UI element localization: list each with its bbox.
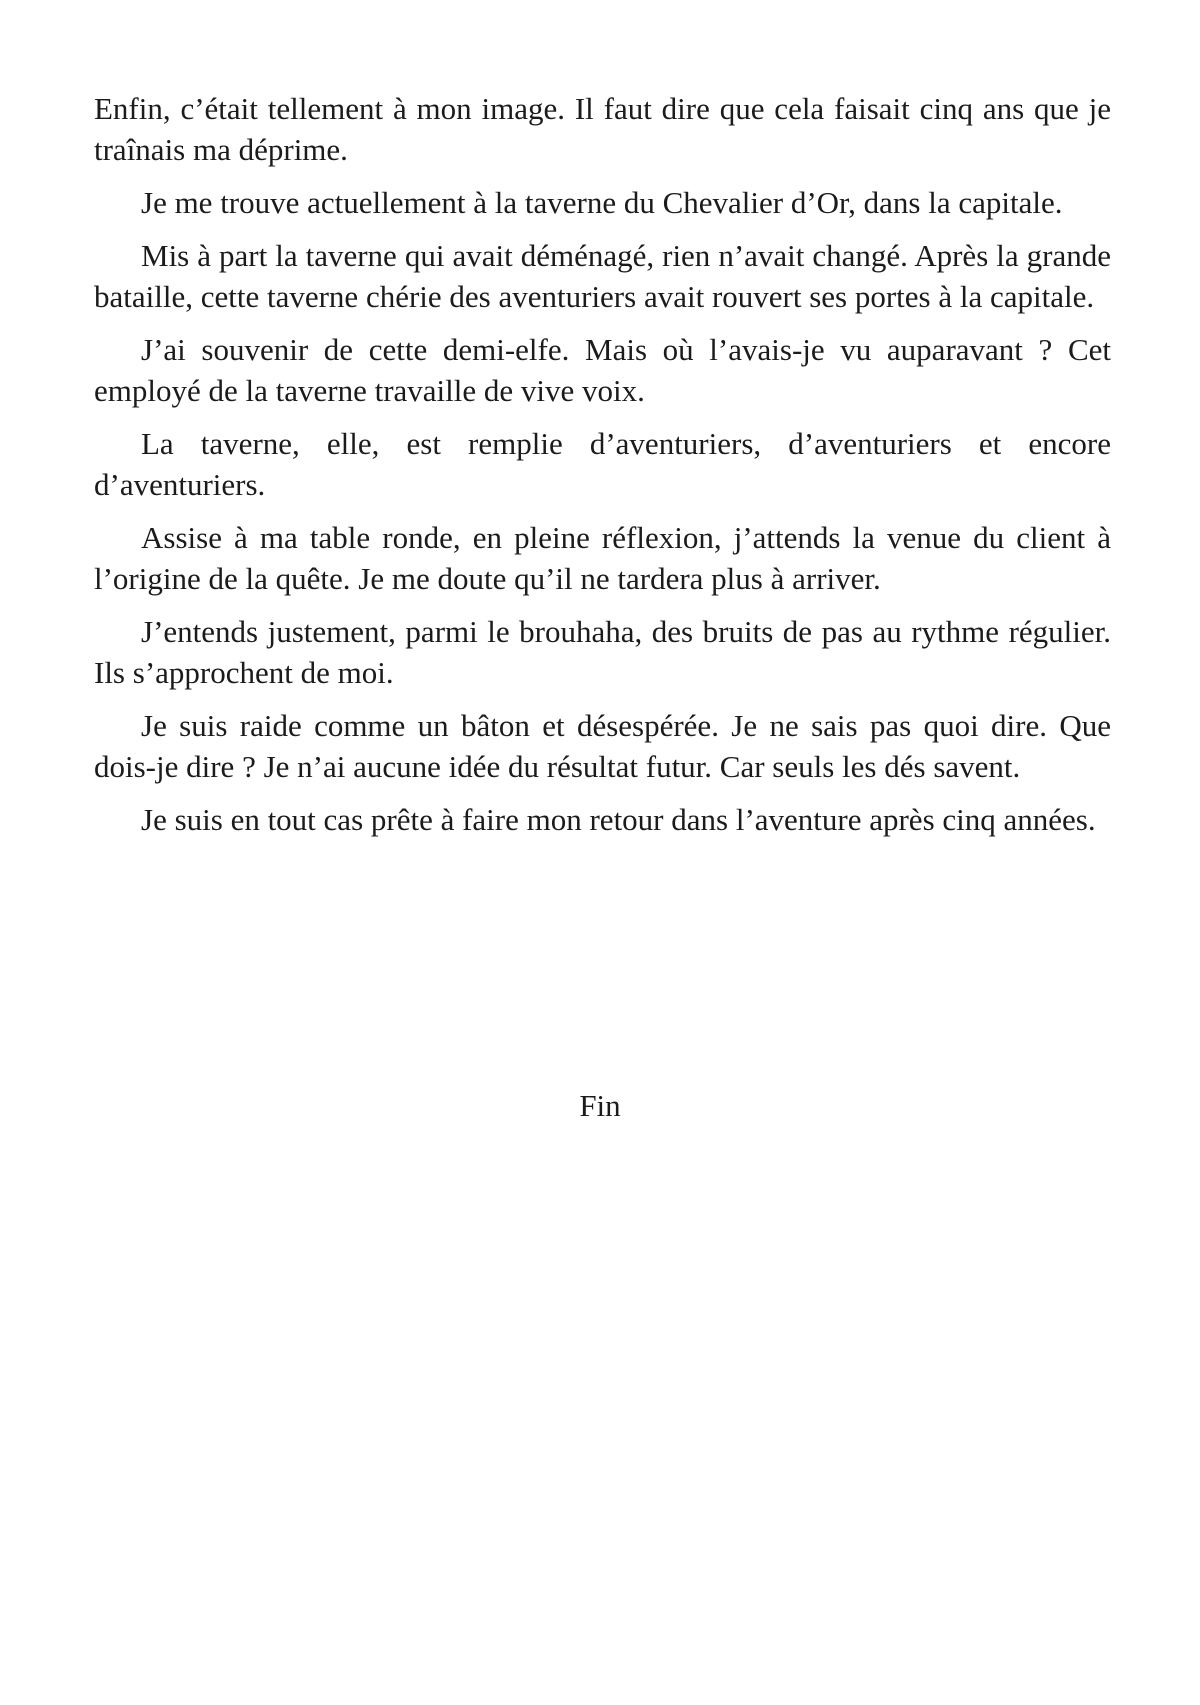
- paragraph-6: Assise à ma table ronde, en pleine réflexion, j’attends la venue du client à l’origine de la quête. Je me doute qu’il ne tardera plus à arriver.: [94, 520, 1111, 596]
- end-mark: Fin: [579, 1088, 621, 1123]
- paragraph-2: Je me trouve actuellement à la taverne du Chevalier d’Or, dans la capitale.: [141, 185, 1063, 220]
- paragraph-5: La taverne, elle, est remplie d’aventuriers, d’aventuriers et encore d’aventuriers.: [94, 426, 1111, 502]
- paragraph-3: Mis à part la taverne qui avait déménagé, rien n’avait changé. Après la grande bataille, cette taverne chérie des aventuriers avait rouvert ses portes à la capitale.: [94, 238, 1111, 314]
- paragraph-9: Je suis en tout cas prête à faire mon retour dans l’aventure après cinq années.: [141, 802, 1096, 837]
- paragraph-4: J’ai souvenir de cette demi-elfe. Mais où l’avais-je vu auparavant ? Cet employé de la taverne travaille de vive voix.: [94, 332, 1111, 408]
- paragraph-1: Enfin, c’était tellement à mon image. Il faut dire que cela faisait cinq ans que je traînais ma déprime.: [94, 91, 1111, 167]
- paragraph-7: J’entends justement, parmi le brouhaha, des bruits de pas au rythme régulier. Ils s’approchent de moi.: [94, 614, 1111, 690]
- body-text: [94, 88, 1111, 852]
- paragraph-8: Je suis raide comme un bâton et désespérée. Je ne sais pas quoi dire. Que dois-je dire ? Je n’ai aucune idée du résultat futur. Car seuls les dés savent.: [94, 708, 1111, 784]
